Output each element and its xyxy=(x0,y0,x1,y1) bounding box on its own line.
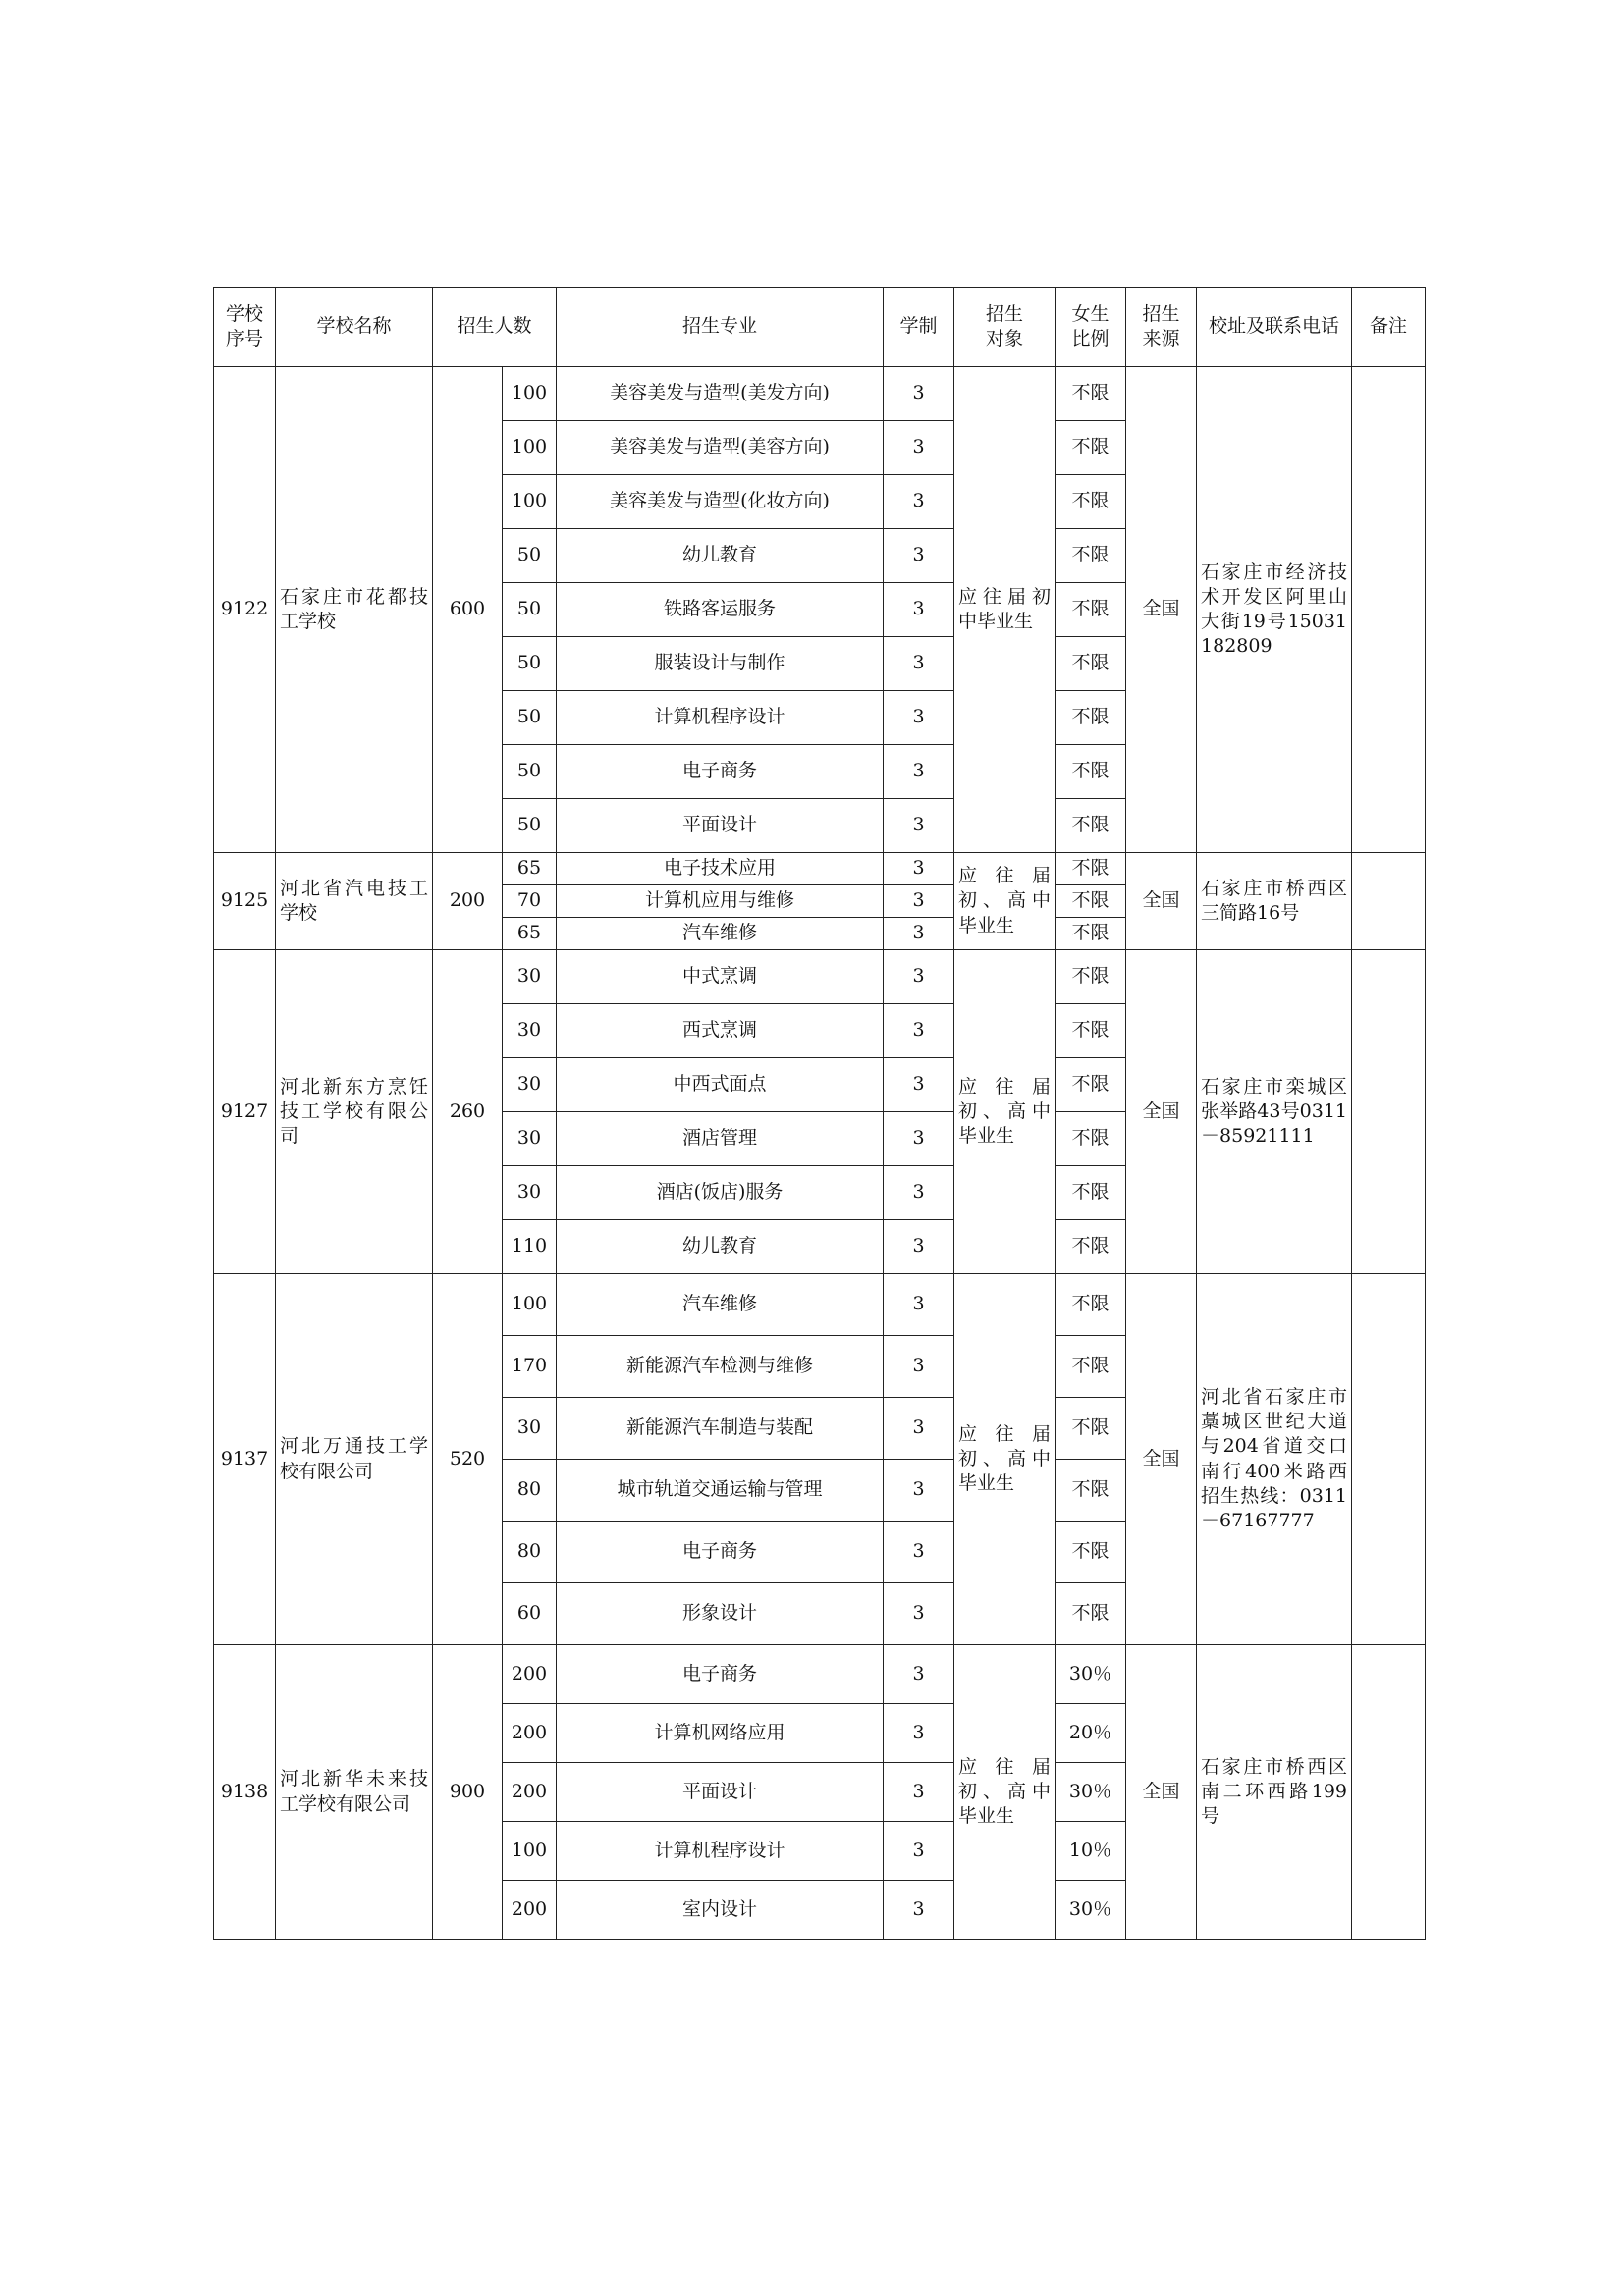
major-name: 计算机应用与维修 xyxy=(557,885,884,918)
female-ratio: 10％ xyxy=(1056,1822,1126,1881)
table-row xyxy=(214,1274,1426,1336)
enrollment-target: 应往届初中毕业生 xyxy=(954,367,1056,853)
total-enrollment: 200 xyxy=(433,853,503,950)
major-count: 30 xyxy=(503,1166,557,1220)
major-count: 110 xyxy=(503,1220,557,1274)
header-duration: 学制 xyxy=(884,288,954,367)
header-school-name: 学校名称 xyxy=(276,288,433,367)
major-duration: 3 xyxy=(884,1460,954,1522)
major-name: 西式烹调 xyxy=(557,1004,884,1058)
major-duration: 3 xyxy=(884,421,954,475)
major-name: 服装设计与制作 xyxy=(557,637,884,691)
header-remarks: 备注 xyxy=(1352,288,1426,367)
school-name: 河北省汽电技工学校 xyxy=(276,853,433,950)
enrollment-target: 应往届初、高中毕业生 xyxy=(954,853,1056,950)
major-name: 幼儿教育 xyxy=(557,1220,884,1274)
table-row xyxy=(214,950,1426,1004)
major-count: 30 xyxy=(503,1398,557,1460)
major-count: 65 xyxy=(503,918,557,950)
major-count: 100 xyxy=(503,475,557,529)
enrollment-source: 全国 xyxy=(1126,367,1197,853)
enrollment-target: 应往届初、高中毕业生 xyxy=(954,1274,1056,1645)
major-duration: 3 xyxy=(884,1058,954,1112)
school-address-phone: 石家庄市经济技术开发区阿里山大街19号15031182809 xyxy=(1197,367,1352,853)
school-name: 河北新东方烹饪技工学校有限公司 xyxy=(276,950,433,1274)
enrollment-source: 全国 xyxy=(1126,853,1197,950)
major-count: 200 xyxy=(503,1704,557,1763)
major-duration: 3 xyxy=(884,1522,954,1583)
major-duration: 3 xyxy=(884,1704,954,1763)
enrollment-source: 全国 xyxy=(1126,1274,1197,1645)
female-ratio: 不限 xyxy=(1056,853,1126,885)
school-name: 河北万通技工学校有限公司 xyxy=(276,1274,433,1645)
total-enrollment: 900 xyxy=(433,1645,503,1940)
enrollment-source: 全国 xyxy=(1126,1645,1197,1940)
female-ratio: 不限 xyxy=(1056,1583,1126,1645)
major-duration: 3 xyxy=(884,745,954,799)
total-enrollment: 260 xyxy=(433,950,503,1274)
female-ratio: 不限 xyxy=(1056,745,1126,799)
major-duration: 3 xyxy=(884,1112,954,1166)
major-name: 城市轨道交通运输与管理 xyxy=(557,1460,884,1522)
major-duration: 3 xyxy=(884,1220,954,1274)
female-ratio: 不限 xyxy=(1056,1274,1126,1336)
female-ratio: 不限 xyxy=(1056,1522,1126,1583)
female-ratio: 不限 xyxy=(1056,529,1126,583)
major-name: 计算机程序设计 xyxy=(557,1822,884,1881)
admissions-table xyxy=(213,287,1426,1940)
major-name: 美容美发与造型(美发方向) xyxy=(557,367,884,421)
female-ratio: 不限 xyxy=(1056,1112,1126,1166)
major-duration: 3 xyxy=(884,1004,954,1058)
female-ratio: 不限 xyxy=(1056,583,1126,637)
major-count: 170 xyxy=(503,1336,557,1398)
major-count: 100 xyxy=(503,1274,557,1336)
major-name: 汽车维修 xyxy=(557,918,884,950)
major-count: 50 xyxy=(503,637,557,691)
school-code: 9138 xyxy=(214,1645,276,1940)
header-school-code: 学校 序号 xyxy=(214,288,276,367)
header-target: 招生 对象 xyxy=(954,288,1056,367)
major-name: 形象设计 xyxy=(557,1583,884,1645)
major-duration: 3 xyxy=(884,529,954,583)
female-ratio: 不限 xyxy=(1056,1004,1126,1058)
major-duration: 3 xyxy=(884,367,954,421)
major-count: 50 xyxy=(503,691,557,745)
remarks xyxy=(1352,853,1426,950)
major-duration: 3 xyxy=(884,1398,954,1460)
female-ratio: 30％ xyxy=(1056,1645,1126,1704)
major-name: 电子商务 xyxy=(557,1522,884,1583)
female-ratio: 不限 xyxy=(1056,1460,1126,1522)
major-name: 新能源汽车制造与装配 xyxy=(557,1398,884,1460)
major-count: 100 xyxy=(503,367,557,421)
female-ratio: 不限 xyxy=(1056,799,1126,853)
major-name: 室内设计 xyxy=(557,1881,884,1940)
major-duration: 3 xyxy=(884,1336,954,1398)
female-ratio: 不限 xyxy=(1056,1398,1126,1460)
female-ratio: 不限 xyxy=(1056,475,1126,529)
major-duration: 3 xyxy=(884,1583,954,1645)
major-name: 新能源汽车检测与维修 xyxy=(557,1336,884,1398)
table-row xyxy=(214,1645,1426,1704)
header-row xyxy=(214,288,1426,367)
school-address-phone: 石家庄市桥西区南二环西路199号 xyxy=(1197,1645,1352,1940)
remarks xyxy=(1352,950,1426,1274)
female-ratio: 不限 xyxy=(1056,1336,1126,1398)
female-ratio: 不限 xyxy=(1056,950,1126,1004)
major-name: 电子商务 xyxy=(557,1645,884,1704)
remarks xyxy=(1352,367,1426,853)
female-ratio: 不限 xyxy=(1056,1220,1126,1274)
table-row xyxy=(214,853,1426,885)
female-ratio: 不限 xyxy=(1056,367,1126,421)
major-duration: 3 xyxy=(884,1645,954,1704)
major-count: 30 xyxy=(503,1112,557,1166)
total-enrollment: 600 xyxy=(433,367,503,853)
female-ratio: 不限 xyxy=(1056,885,1126,918)
major-name: 酒店(饭店)服务 xyxy=(557,1166,884,1220)
major-count: 100 xyxy=(503,1822,557,1881)
table-row xyxy=(214,367,1426,421)
school-address-phone: 石家庄市栾城区张举路43号0311－85921111 xyxy=(1197,950,1352,1274)
school-code: 9137 xyxy=(214,1274,276,1645)
female-ratio: 不限 xyxy=(1056,421,1126,475)
header-major: 招生专业 xyxy=(557,288,884,367)
major-name: 电子技术应用 xyxy=(557,853,884,885)
female-ratio: 不限 xyxy=(1056,1166,1126,1220)
enrollment-target: 应往届初、高中毕业生 xyxy=(954,950,1056,1274)
header-source: 招生 来源 xyxy=(1126,288,1197,367)
female-ratio: 不限 xyxy=(1056,691,1126,745)
major-count: 70 xyxy=(503,885,557,918)
major-duration: 3 xyxy=(884,691,954,745)
major-name: 汽车维修 xyxy=(557,1274,884,1336)
table-body xyxy=(214,367,1426,1940)
major-count: 65 xyxy=(503,853,557,885)
major-duration: 3 xyxy=(884,853,954,885)
major-count: 200 xyxy=(503,1645,557,1704)
major-duration: 3 xyxy=(884,1166,954,1220)
header-enrollment: 招生人数 xyxy=(433,288,557,367)
major-duration: 3 xyxy=(884,637,954,691)
major-name: 平面设计 xyxy=(557,799,884,853)
female-ratio: 30％ xyxy=(1056,1763,1126,1822)
major-duration: 3 xyxy=(884,950,954,1004)
female-ratio: 不限 xyxy=(1056,637,1126,691)
school-code: 9125 xyxy=(214,853,276,950)
major-duration: 3 xyxy=(884,583,954,637)
major-count: 80 xyxy=(503,1460,557,1522)
major-duration: 3 xyxy=(884,1881,954,1940)
major-count: 100 xyxy=(503,421,557,475)
enrollment-source: 全国 xyxy=(1126,950,1197,1274)
female-ratio: 20％ xyxy=(1056,1704,1126,1763)
major-name: 计算机网络应用 xyxy=(557,1704,884,1763)
school-code: 9127 xyxy=(214,950,276,1274)
header-address-phone: 校址及联系电话 xyxy=(1197,288,1352,367)
major-name: 计算机程序设计 xyxy=(557,691,884,745)
school-name: 石家庄市花都技工学校 xyxy=(276,367,433,853)
major-count: 200 xyxy=(503,1881,557,1940)
remarks xyxy=(1352,1274,1426,1645)
major-name: 电子商务 xyxy=(557,745,884,799)
major-name: 美容美发与造型(化妆方向) xyxy=(557,475,884,529)
remarks xyxy=(1352,1645,1426,1940)
major-name: 平面设计 xyxy=(557,1763,884,1822)
major-count: 50 xyxy=(503,745,557,799)
header-female-ratio: 女生 比例 xyxy=(1056,288,1126,367)
major-count: 50 xyxy=(503,583,557,637)
female-ratio: 不限 xyxy=(1056,918,1126,950)
total-enrollment: 520 xyxy=(433,1274,503,1645)
major-name: 中西式面点 xyxy=(557,1058,884,1112)
major-name: 铁路客运服务 xyxy=(557,583,884,637)
enrollment-target: 应往届初、高中毕业生 xyxy=(954,1645,1056,1940)
major-count: 50 xyxy=(503,529,557,583)
major-duration: 3 xyxy=(884,475,954,529)
major-name: 酒店管理 xyxy=(557,1112,884,1166)
major-duration: 3 xyxy=(884,918,954,950)
major-name: 美容美发与造型(美容方向) xyxy=(557,421,884,475)
female-ratio: 不限 xyxy=(1056,1058,1126,1112)
school-address-phone: 石家庄市桥西区三简路16号 xyxy=(1197,853,1352,950)
major-count: 30 xyxy=(503,1004,557,1058)
major-count: 30 xyxy=(503,950,557,1004)
school-name: 河北新华未来技工学校有限公司 xyxy=(276,1645,433,1940)
female-ratio: 30％ xyxy=(1056,1881,1126,1940)
major-count: 80 xyxy=(503,1522,557,1583)
major-count: 30 xyxy=(503,1058,557,1112)
major-duration: 3 xyxy=(884,1274,954,1336)
major-name: 幼儿教育 xyxy=(557,529,884,583)
major-duration: 3 xyxy=(884,1763,954,1822)
major-count: 60 xyxy=(503,1583,557,1645)
major-duration: 3 xyxy=(884,1822,954,1881)
school-address-phone: 河北省石家庄市藁城区世纪大道与204省道交口南行400米路西招生热线：0311－67167777 xyxy=(1197,1274,1352,1645)
major-count: 200 xyxy=(503,1763,557,1822)
major-count: 50 xyxy=(503,799,557,853)
major-duration: 3 xyxy=(884,799,954,853)
school-code: 9122 xyxy=(214,367,276,853)
major-name: 中式烹调 xyxy=(557,950,884,1004)
major-duration: 3 xyxy=(884,885,954,918)
